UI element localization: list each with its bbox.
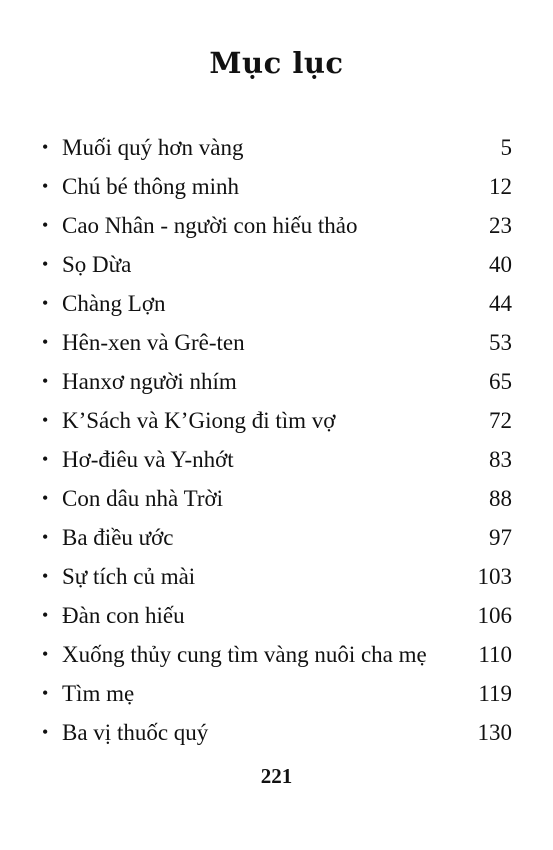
toc-entry-page: 65 <box>489 369 512 394</box>
toc-entry <box>42 245 512 284</box>
toc-entry <box>42 128 512 167</box>
bullet-icon: • <box>42 527 49 547</box>
toc-entry <box>42 323 512 362</box>
bullet-icon: • <box>42 722 49 742</box>
toc-entry-title: Hên-xen và Grê-ten <box>62 330 245 355</box>
toc-entry-page: 110 <box>478 642 512 667</box>
toc-entry-page: 12 <box>489 174 512 199</box>
toc-entry-page: 88 <box>489 486 512 511</box>
toc-entry-title: K’Sách và K’Giong đi tìm vợ <box>62 408 336 433</box>
toc-entry-title: Sự tích củ mài <box>62 564 196 589</box>
toc-entry-page: 53 <box>489 330 512 355</box>
toc-entry-title: Ba điều ước <box>62 525 174 550</box>
bullet-icon: • <box>42 449 49 469</box>
bullet-icon: • <box>42 488 49 508</box>
toc-entry <box>42 479 512 518</box>
bullet-icon: • <box>42 215 49 235</box>
bullet-icon: • <box>42 605 49 625</box>
toc-entry-page: 97 <box>489 525 512 550</box>
toc-entry <box>42 206 512 245</box>
toc-entry-title: Ba vị thuốc quý <box>62 720 209 745</box>
toc-entry-title: Xuống thủy cung tìm vàng nuôi cha mẹ <box>62 642 427 667</box>
bullet-icon: • <box>42 332 49 352</box>
toc-entry <box>42 440 512 479</box>
toc-entry <box>42 401 512 440</box>
bullet-icon: • <box>42 683 49 703</box>
toc-entry-title: Hơ-điêu và Y-nhớt <box>62 447 234 472</box>
toc-entry <box>42 635 512 674</box>
toc-entry-page: 130 <box>477 720 512 745</box>
toc-entry-title: Sọ Dừa <box>62 252 132 277</box>
toc-entry <box>42 362 512 401</box>
toc-entry <box>42 713 512 752</box>
toc-entry-title: Tìm mẹ <box>62 681 135 706</box>
toc-entry-title: Đàn con hiếu <box>62 603 185 628</box>
toc-entry-title: Chàng Lợn <box>62 291 166 316</box>
toc-entry-page: 40 <box>489 252 512 277</box>
toc-entry-page: 106 <box>477 603 512 628</box>
toc-entry <box>42 518 512 557</box>
toc-entry-title: Con dâu nhà Trời <box>62 486 224 511</box>
toc-entry-page: 103 <box>477 564 512 589</box>
bullet-icon: • <box>42 176 49 196</box>
toc-entry <box>42 284 512 323</box>
toc-entry <box>42 167 512 206</box>
bullet-icon: • <box>42 293 49 313</box>
bullet-icon: • <box>42 566 49 586</box>
toc-entry-page: 44 <box>489 291 512 316</box>
toc-entry-page: 5 <box>500 135 512 160</box>
toc-entry <box>42 557 512 596</box>
toc-entry <box>42 674 512 713</box>
bullet-icon: • <box>42 254 49 274</box>
bullet-icon: • <box>42 410 49 430</box>
toc-entry-title: Muối quý hơn vàng <box>62 135 244 160</box>
page-number: 221 <box>260 764 293 788</box>
toc-entry-page: 23 <box>489 213 512 238</box>
toc-entry-page: 72 <box>489 408 512 433</box>
bullet-icon: • <box>42 644 49 664</box>
toc-entry-page: 83 <box>489 447 512 472</box>
page-title: Mục lục <box>209 46 344 80</box>
bullet-icon: • <box>42 371 49 391</box>
bullet-icon: • <box>42 137 49 157</box>
toc-entry <box>42 596 512 635</box>
toc-entry-title: Cao Nhân - người con hiếu thảo <box>62 213 358 238</box>
toc-entry-title: Chú bé thông minh <box>62 174 239 199</box>
toc-entry-title: Hanxơ người nhím <box>62 369 237 394</box>
table-of-contents <box>42 128 512 752</box>
toc-entry-page: 119 <box>478 681 512 706</box>
